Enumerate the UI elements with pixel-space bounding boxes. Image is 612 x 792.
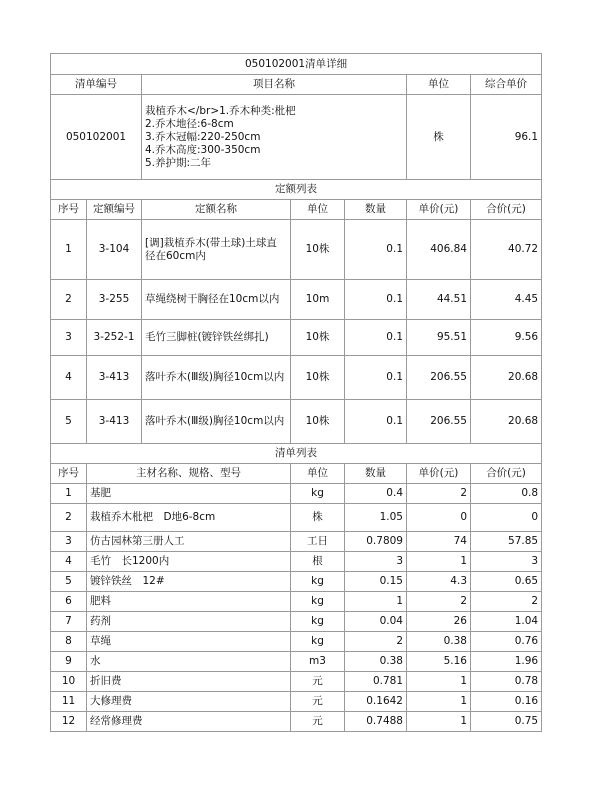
material-total: 1.04: [471, 612, 542, 632]
material-unit: kg: [291, 572, 345, 592]
quota-price: 206.55: [407, 400, 471, 444]
material-qty: 0.7488: [345, 712, 407, 732]
material-unit: kg: [291, 484, 345, 504]
material-unit: 元: [291, 692, 345, 712]
bill-detail-grid: [50, 53, 542, 732]
quota-total: 20.68: [471, 400, 542, 444]
material-price: 1: [407, 672, 471, 692]
material-total: 0.65: [471, 572, 542, 592]
material-name: 基肥: [87, 484, 291, 504]
quota-code: 3-413: [87, 356, 142, 400]
quota-qty: 0.1: [345, 320, 407, 356]
material-name-header: 主材名称、规格、型号: [87, 464, 291, 484]
material-total: 0.76: [471, 632, 542, 652]
quota-name: 草绳绕树干胸径在10cm以内: [142, 280, 291, 320]
quota-qty: 0.1: [345, 356, 407, 400]
material-qty: 0.15: [345, 572, 407, 592]
quota-name: 落叶乔木(Ⅲ级)胸径10cm以内: [142, 356, 291, 400]
material-qty: 0.4: [345, 484, 407, 504]
material-price: 74: [407, 532, 471, 552]
item-price: 96.1: [471, 95, 542, 180]
material-total: 3: [471, 552, 542, 572]
material-total: 1.96: [471, 652, 542, 672]
material-qty: 0.7809: [345, 532, 407, 552]
material-unit: 元: [291, 672, 345, 692]
material-unit: 元: [291, 712, 345, 732]
material-name: 肥料: [87, 592, 291, 612]
quota-total: 20.68: [471, 356, 542, 400]
material-row: [51, 552, 542, 572]
quota-total: 40.72: [471, 220, 542, 280]
material-total: 0.8: [471, 484, 542, 504]
item-description: [142, 95, 407, 180]
material-no: 6: [51, 592, 87, 612]
quota-qty: 0.1: [345, 220, 407, 280]
item-unit: 株: [407, 95, 471, 180]
material-no: 5: [51, 572, 87, 592]
item-name-header: 项目名称: [142, 75, 407, 95]
material-row: [51, 592, 542, 612]
material-total: 0.78: [471, 672, 542, 692]
material-row: [51, 652, 542, 672]
item-desc-line: 5.养护期:二年: [145, 156, 212, 169]
quota-header-row: [51, 200, 542, 220]
material-no: 11: [51, 692, 87, 712]
material-row: [51, 572, 542, 592]
material-name: 折旧费: [87, 672, 291, 692]
quota-qty: 0.1: [345, 400, 407, 444]
material-price: 5.16: [407, 652, 471, 672]
material-total: 57.85: [471, 532, 542, 552]
quota-row: [51, 280, 542, 320]
material-total: 0.75: [471, 712, 542, 732]
item-row: [51, 95, 542, 180]
material-qty: 1.05: [345, 504, 407, 532]
material-price: 26: [407, 612, 471, 632]
quota-code-header: 定额编号: [87, 200, 142, 220]
material-qty: 3: [345, 552, 407, 572]
material-no: 3: [51, 532, 87, 552]
material-qty: 1: [345, 592, 407, 612]
material-name: 栽植乔木枇杷 D地6-8cm: [87, 504, 291, 532]
material-name: 草绳: [87, 632, 291, 652]
quota-no-header: 序号: [51, 200, 87, 220]
material-row: [51, 692, 542, 712]
quota-no: 5: [51, 400, 87, 444]
quota-unit: 10株: [291, 400, 345, 444]
quota-price: 206.55: [407, 356, 471, 400]
material-unit: 株: [291, 504, 345, 532]
material-row: [51, 484, 542, 504]
item-desc-line: 栽植乔木</br>1.乔木种类:枇杷: [145, 104, 296, 117]
quota-no: 1: [51, 220, 87, 280]
material-total: 0: [471, 504, 542, 532]
material-qty: 0.1642: [345, 692, 407, 712]
quota-price: 44.51: [407, 280, 471, 320]
material-price-header: 单价(元): [407, 464, 471, 484]
quota-no: 4: [51, 356, 87, 400]
material-qty: 0.04: [345, 612, 407, 632]
quota-total-header: 合价(元): [471, 200, 542, 220]
item-desc-line: 4.乔木高度:300-350cm: [145, 143, 261, 156]
material-row: [51, 612, 542, 632]
material-no-header: 序号: [51, 464, 87, 484]
material-name: 经常修理费: [87, 712, 291, 732]
material-unit-header: 单位: [291, 464, 345, 484]
item-code-header: 清单编号: [51, 75, 142, 95]
material-name: 水: [87, 652, 291, 672]
item-code: 050102001: [51, 95, 142, 180]
quota-row: [51, 400, 542, 444]
material-total-header: 合价(元): [471, 464, 542, 484]
item-desc-line: 2.乔木地径:6-8cm: [145, 117, 234, 130]
quota-unit-header: 单位: [291, 200, 345, 220]
material-price: 0: [407, 504, 471, 532]
quota-unit: 10m: [291, 280, 345, 320]
quota-section-title: 定额列表: [51, 180, 542, 200]
material-price: 1: [407, 712, 471, 732]
quota-unit: 10株: [291, 220, 345, 280]
material-header-row: [51, 464, 542, 484]
item-desc-line: 3.乔木冠幅:220-250cm: [145, 130, 261, 143]
material-unit: m3: [291, 652, 345, 672]
quota-code: 3-252-1: [87, 320, 142, 356]
quota-code: 3-255: [87, 280, 142, 320]
quota-total: 9.56: [471, 320, 542, 356]
material-total: 0.16: [471, 692, 542, 712]
material-name: 大修理费: [87, 692, 291, 712]
material-qty: 0.38: [345, 652, 407, 672]
item-header-row: [51, 75, 542, 95]
material-row: [51, 632, 542, 652]
quota-name-header: 定额名称: [142, 200, 291, 220]
item-price-header: 综合单价: [471, 75, 542, 95]
quota-price: 406.84: [407, 220, 471, 280]
quota-unit: 10株: [291, 356, 345, 400]
sheet-title: 050102001清单详细: [51, 54, 542, 75]
material-unit: kg: [291, 612, 345, 632]
item-unit-header: 单位: [407, 75, 471, 95]
quota-qty: 0.1: [345, 280, 407, 320]
material-price: 1: [407, 552, 471, 572]
material-price: 1: [407, 692, 471, 712]
material-total: 2: [471, 592, 542, 612]
material-row: [51, 712, 542, 732]
material-qty: 0.781: [345, 672, 407, 692]
quota-unit: 10株: [291, 320, 345, 356]
material-unit: 工日: [291, 532, 345, 552]
material-unit: kg: [291, 632, 345, 652]
material-unit: kg: [291, 592, 345, 612]
quota-row: [51, 356, 542, 400]
material-row: [51, 504, 542, 532]
material-price: 2: [407, 592, 471, 612]
material-no: 2: [51, 504, 87, 532]
quota-name: 落叶乔木(Ⅲ级)胸径10cm以内: [142, 400, 291, 444]
quota-qty-header: 数量: [345, 200, 407, 220]
material-no: 1: [51, 484, 87, 504]
material-qty: 2: [345, 632, 407, 652]
material-row: [51, 532, 542, 552]
quota-total: 4.45: [471, 280, 542, 320]
material-no: 12: [51, 712, 87, 732]
quota-name: 毛竹三脚桩(镀锌铁丝绑扎): [142, 320, 291, 356]
quota-row: [51, 220, 542, 280]
quota-no: 2: [51, 280, 87, 320]
material-qty-header: 数量: [345, 464, 407, 484]
material-name: 仿古园林第三册人工: [87, 532, 291, 552]
material-unit: 根: [291, 552, 345, 572]
quota-no: 3: [51, 320, 87, 356]
quota-price: 95.51: [407, 320, 471, 356]
material-no: 7: [51, 612, 87, 632]
material-price: 2: [407, 484, 471, 504]
material-no: 4: [51, 552, 87, 572]
material-name: 药剂: [87, 612, 291, 632]
material-price: 0.38: [407, 632, 471, 652]
material-no: 9: [51, 652, 87, 672]
quota-name: [调]栽植乔木(带土球)土球直径在60cm内: [142, 220, 291, 280]
quota-row: [51, 320, 542, 356]
material-no: 8: [51, 632, 87, 652]
material-price: 4.3: [407, 572, 471, 592]
quota-code: 3-413: [87, 400, 142, 444]
material-no: 10: [51, 672, 87, 692]
material-row: [51, 672, 542, 692]
quota-code: 3-104: [87, 220, 142, 280]
quota-price-header: 单价(元): [407, 200, 471, 220]
material-name: 毛竹 长1200内: [87, 552, 291, 572]
material-section-title: 清单列表: [51, 444, 542, 464]
material-name: 镀锌铁丝 12#: [87, 572, 291, 592]
